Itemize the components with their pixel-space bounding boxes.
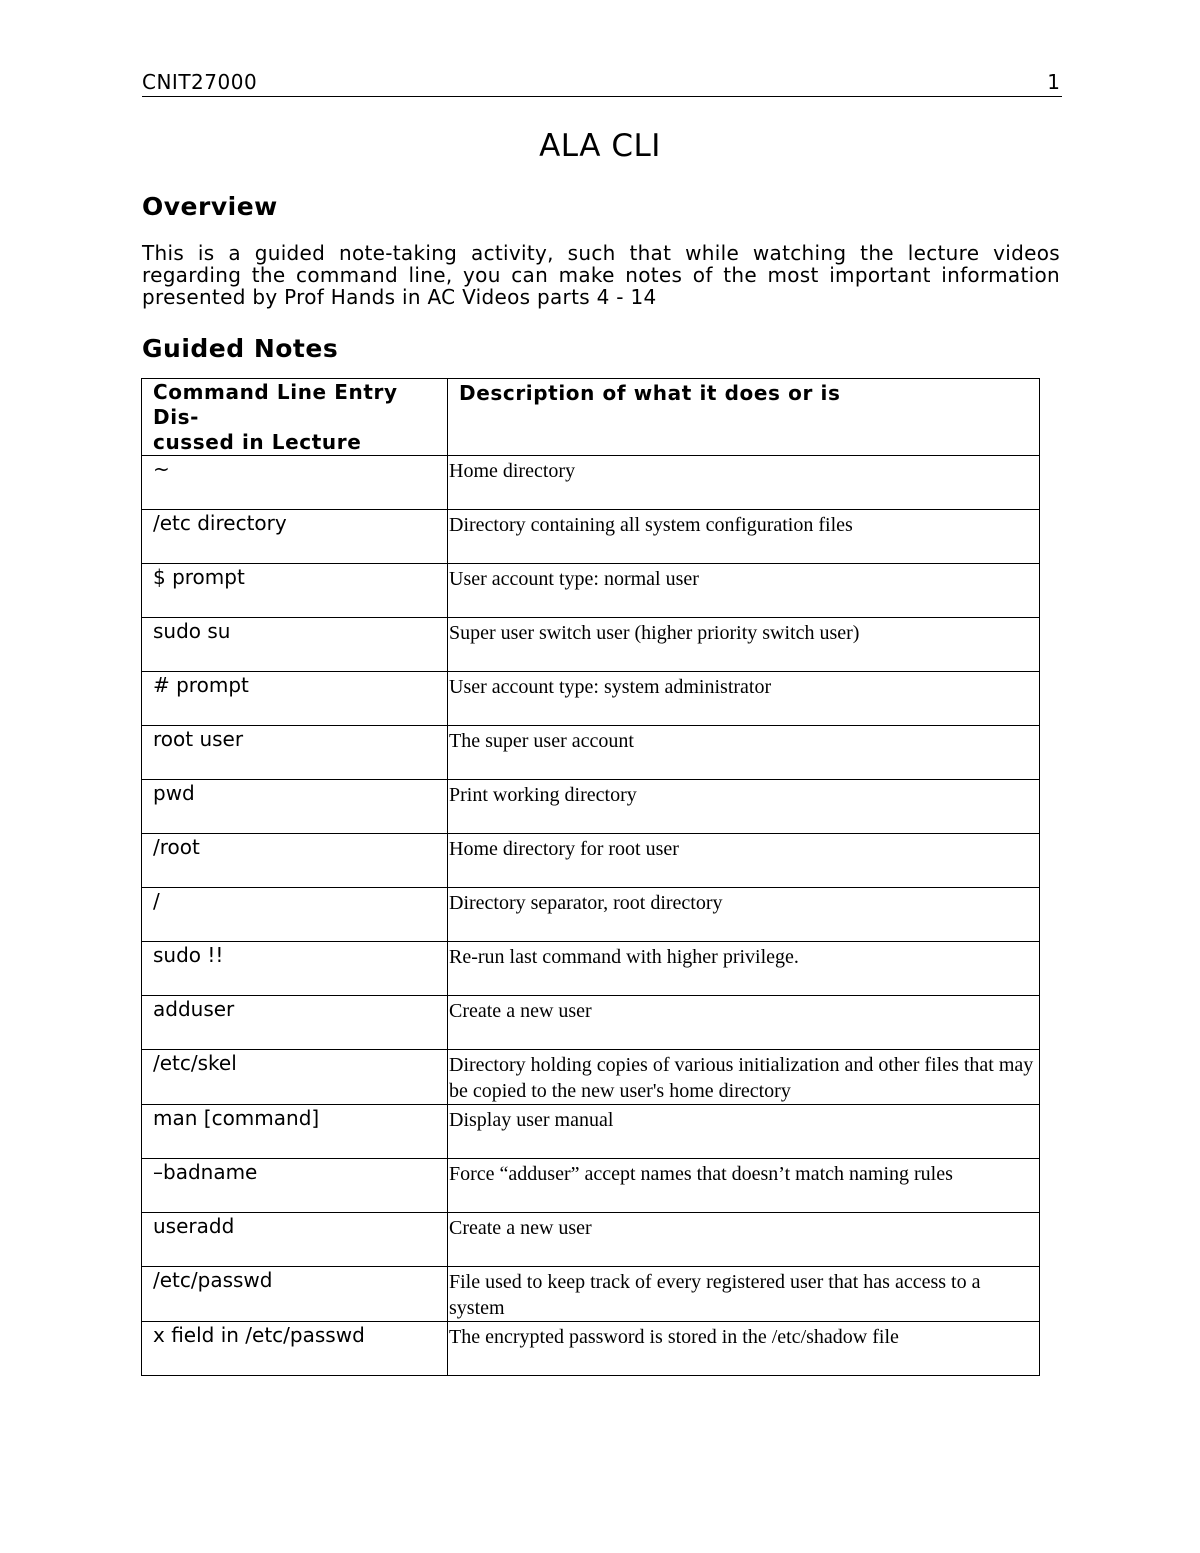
table-row xyxy=(142,834,1040,888)
command-entry: $ prompt xyxy=(142,564,448,618)
command-description: Force “adduser” accept names that doesn’t match naming rules xyxy=(448,1159,1040,1213)
command-entry: ~ xyxy=(142,456,448,510)
command-entry: /etc/passwd xyxy=(142,1267,448,1322)
command-entry: / xyxy=(142,888,448,942)
command-description: Print working directory xyxy=(448,780,1040,834)
command-description: Directory containing all system configuration files xyxy=(448,510,1040,564)
table-row xyxy=(142,564,1040,618)
column-header-description: Description of what it does or is xyxy=(448,379,1040,456)
command-description: Create a new user xyxy=(448,996,1040,1050)
table-header-row xyxy=(142,379,1040,456)
table-row xyxy=(142,1050,1040,1105)
column-header-entry-line1: Command Line Entry Dis- xyxy=(153,380,398,429)
column-header-entry xyxy=(142,379,448,456)
overview-paragraph: This is a guided note-taking activity, such that while watching the lecture videos regarding the command line, you can make notes of the most important information presented by Prof Hands in AC Videos parts 4 - 14 xyxy=(142,241,1060,309)
page-number: 1 xyxy=(1047,70,1060,94)
page-header xyxy=(142,68,1062,97)
command-description: Directory separator, root directory xyxy=(448,888,1040,942)
table-row xyxy=(142,510,1040,564)
command-description: Re-run last command with higher privilege. xyxy=(448,942,1040,996)
command-description: Super user switch user (higher priority switch user) xyxy=(448,618,1040,672)
column-header-entry-line2: cussed in Lecture xyxy=(153,430,362,454)
table-row xyxy=(142,996,1040,1050)
command-entry: sudo !! xyxy=(142,942,448,996)
guided-notes-table xyxy=(141,378,1040,1376)
guided-notes-heading: Guided Notes xyxy=(142,334,339,363)
table-row xyxy=(142,942,1040,996)
table-row xyxy=(142,888,1040,942)
table-row xyxy=(142,1267,1040,1322)
table-row xyxy=(142,456,1040,510)
command-description: Home directory for root user xyxy=(448,834,1040,888)
table-row xyxy=(142,1213,1040,1267)
command-entry: x field in /etc/passwd xyxy=(142,1322,448,1376)
command-description: User account type: normal user xyxy=(448,564,1040,618)
command-description: Home directory xyxy=(448,456,1040,510)
table-row xyxy=(142,618,1040,672)
command-description: Display user manual xyxy=(448,1105,1040,1159)
command-entry: sudo su xyxy=(142,618,448,672)
command-entry: man [command] xyxy=(142,1105,448,1159)
command-entry: /etc directory xyxy=(142,510,448,564)
course-code: CNIT27000 xyxy=(142,70,258,94)
command-entry: –badname xyxy=(142,1159,448,1213)
table-row xyxy=(142,1159,1040,1213)
table-row xyxy=(142,672,1040,726)
command-description: Directory holding copies of various initialization and other files that may be copied to the new user's home directory xyxy=(448,1050,1040,1105)
command-description: File used to keep track of every registered user that has access to a system xyxy=(448,1267,1040,1322)
table-body xyxy=(142,456,1040,1376)
command-description: User account type: system administrator xyxy=(448,672,1040,726)
command-entry: /etc/skel xyxy=(142,1050,448,1105)
table-row xyxy=(142,1322,1040,1376)
overview-heading: Overview xyxy=(142,192,278,221)
table-row xyxy=(142,726,1040,780)
command-description: The super user account xyxy=(448,726,1040,780)
command-entry: # prompt xyxy=(142,672,448,726)
command-description: The encrypted password is stored in the /etc/shadow file xyxy=(448,1322,1040,1376)
command-description: Create a new user xyxy=(448,1213,1040,1267)
command-entry: root user xyxy=(142,726,448,780)
document-title: ALA CLI xyxy=(539,128,661,164)
command-entry: pwd xyxy=(142,780,448,834)
command-entry: useradd xyxy=(142,1213,448,1267)
command-entry: /root xyxy=(142,834,448,888)
table-row xyxy=(142,780,1040,834)
table-row xyxy=(142,1105,1040,1159)
command-entry: adduser xyxy=(142,996,448,1050)
